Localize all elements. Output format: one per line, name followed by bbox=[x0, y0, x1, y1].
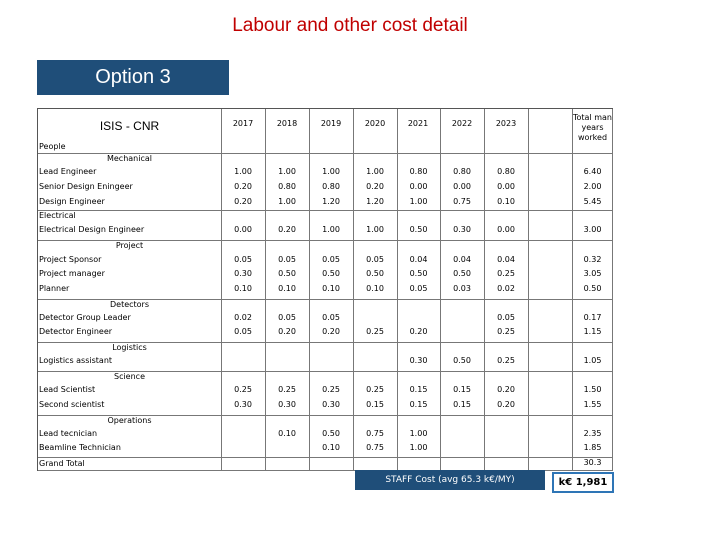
value-cell: 1.00 bbox=[278, 167, 296, 176]
row-label: Project Sponsor bbox=[39, 255, 102, 264]
value-cell: 0.20 bbox=[497, 400, 515, 409]
row-label: Lead Engineer bbox=[39, 167, 97, 176]
value-cell: 0.15 bbox=[409, 400, 428, 409]
value-cell: 0.25 bbox=[322, 385, 340, 394]
total-cell: 3.05 bbox=[583, 269, 602, 278]
value-cell: 1.20 bbox=[322, 197, 340, 206]
value-cell: 0.30 bbox=[322, 400, 340, 409]
total-cell: 1.15 bbox=[583, 327, 602, 336]
total-cell: 0.32 bbox=[583, 255, 602, 264]
value-cell: 0.15 bbox=[409, 385, 428, 394]
value-cell: 0.80 bbox=[322, 182, 340, 191]
value-cell: 0.05 bbox=[322, 255, 340, 264]
cost-table bbox=[37, 108, 613, 471]
value-cell: 0.15 bbox=[366, 400, 384, 409]
value-cell: 1.00 bbox=[234, 167, 252, 176]
row-label: Logistics assistant bbox=[39, 356, 113, 365]
section-project: Project bbox=[115, 241, 144, 250]
grand-total-value: 30.3 bbox=[583, 458, 602, 467]
value-cell: 0.20 bbox=[366, 182, 384, 191]
value-cell: 0.80 bbox=[497, 167, 515, 176]
value-cell: 0.10 bbox=[278, 284, 296, 293]
value-cell: 0.50 bbox=[409, 269, 428, 278]
value-cell: 0.05 bbox=[234, 327, 252, 336]
value-cell: 0.10 bbox=[322, 443, 340, 452]
keur-total: k€ 1,981 bbox=[552, 472, 614, 493]
value-cell: 0.05 bbox=[366, 255, 384, 264]
value-cell: 0.50 bbox=[322, 429, 340, 438]
value-cell: 0.10 bbox=[497, 197, 515, 206]
value-cell: 1.00 bbox=[366, 167, 384, 176]
year-header: 2019 bbox=[320, 119, 342, 128]
row-label: Lead Scientist bbox=[39, 385, 96, 394]
isis-header: ISIS - CNR bbox=[99, 119, 160, 133]
staff-cost: STAFF Cost (avg 65.3 k€/MY) bbox=[355, 470, 545, 490]
value-cell: 0.20 bbox=[322, 327, 340, 336]
year-header: 2023 bbox=[495, 119, 517, 128]
value-cell: 0.04 bbox=[497, 255, 515, 264]
total-cell: 2.00 bbox=[583, 182, 602, 191]
value-cell: 0.50 bbox=[453, 356, 471, 365]
row-label: Detector Group Leader bbox=[39, 313, 131, 322]
section-people: People bbox=[39, 142, 66, 151]
value-cell: 0.10 bbox=[322, 284, 340, 293]
value-cell: 0.20 bbox=[234, 182, 252, 191]
total-cell: 3.00 bbox=[583, 225, 602, 234]
value-cell: 0.30 bbox=[234, 400, 252, 409]
year-header: 2022 bbox=[451, 119, 473, 128]
value-cell: 0.05 bbox=[497, 313, 515, 322]
value-cell: 0.50 bbox=[453, 269, 471, 278]
value-cell: 0.25 bbox=[234, 385, 252, 394]
value-cell: 0.02 bbox=[497, 284, 515, 293]
value-cell: 0.00 bbox=[497, 225, 515, 234]
grand-total-label: Grand Total bbox=[39, 459, 85, 468]
value-cell: 0.04 bbox=[409, 255, 428, 264]
value-cell: 0.25 bbox=[497, 327, 515, 336]
value-cell: 0.03 bbox=[453, 284, 471, 293]
value-cell: 0.10 bbox=[366, 284, 384, 293]
row-label: Planner bbox=[39, 284, 70, 293]
value-cell: 0.50 bbox=[366, 269, 384, 278]
section-electrical: Electrical bbox=[39, 211, 76, 220]
total-header: Total man years worked bbox=[573, 113, 612, 142]
value-cell: 0.50 bbox=[409, 225, 428, 234]
total-cell: 1.55 bbox=[583, 400, 602, 409]
value-cell: 0.20 bbox=[278, 225, 296, 234]
value-cell: 0.50 bbox=[278, 269, 296, 278]
year-header: 2020 bbox=[364, 119, 386, 128]
year-header: 2017 bbox=[232, 119, 254, 128]
row-label: Design Engineer bbox=[39, 197, 105, 206]
value-cell: 0.10 bbox=[234, 284, 252, 293]
value-cell: 0.25 bbox=[366, 327, 384, 336]
page-title: Labour and other cost detail bbox=[232, 15, 468, 36]
value-cell: 1.00 bbox=[366, 225, 384, 234]
section-mechanical: Mechanical bbox=[106, 154, 152, 163]
value-cell: 0.80 bbox=[453, 167, 471, 176]
value-cell: 1.00 bbox=[409, 197, 428, 206]
value-cell: 0.80 bbox=[409, 167, 428, 176]
total-cell: 5.45 bbox=[583, 197, 602, 206]
value-cell: 0.20 bbox=[409, 327, 428, 336]
row-label: Project manager bbox=[39, 269, 105, 278]
value-cell: 0.20 bbox=[278, 327, 296, 336]
total-cell: 1.05 bbox=[583, 356, 602, 365]
value-cell: 0.05 bbox=[322, 313, 340, 322]
value-cell: 0.00 bbox=[234, 225, 252, 234]
value-cell: 0.25 bbox=[366, 385, 384, 394]
total-cell: 6.40 bbox=[583, 167, 602, 176]
value-cell: 0.25 bbox=[497, 269, 515, 278]
value-cell: 1.00 bbox=[322, 225, 340, 234]
value-cell: 0.00 bbox=[453, 182, 471, 191]
value-cell: 0.30 bbox=[278, 400, 296, 409]
section-logistics: Logistics bbox=[112, 343, 147, 352]
value-cell: 0.25 bbox=[278, 385, 296, 394]
value-cell: 1.00 bbox=[278, 197, 296, 206]
value-cell: 0.75 bbox=[366, 429, 384, 438]
value-cell: 0.15 bbox=[453, 400, 471, 409]
value-cell: 0.05 bbox=[278, 255, 296, 264]
option-banner: Option 3 bbox=[37, 60, 229, 95]
section-science: Science bbox=[113, 372, 145, 381]
value-cell: 1.00 bbox=[409, 429, 428, 438]
total-cell: 0.17 bbox=[583, 313, 602, 322]
total-cell: 1.85 bbox=[583, 443, 602, 452]
value-cell: 0.80 bbox=[278, 182, 296, 191]
value-cell: 0.00 bbox=[409, 182, 428, 191]
value-cell: 0.75 bbox=[453, 197, 471, 206]
value-cell: 0.15 bbox=[453, 385, 471, 394]
row-label: Detector Engineer bbox=[39, 327, 113, 336]
value-cell: 0.50 bbox=[322, 269, 340, 278]
section-detectors: Detectors bbox=[109, 300, 150, 309]
row-label: Electrical Design Engineer bbox=[39, 225, 145, 234]
value-cell: 0.20 bbox=[497, 385, 515, 394]
value-cell: 0.00 bbox=[497, 182, 515, 191]
year-header: 2021 bbox=[407, 119, 429, 128]
value-cell: 0.02 bbox=[234, 313, 252, 322]
row-label: Second scientist bbox=[39, 400, 105, 409]
value-cell: 0.10 bbox=[278, 429, 296, 438]
value-cell: 0.05 bbox=[234, 255, 252, 264]
total-cell: 0.50 bbox=[583, 284, 602, 293]
year-header: 2018 bbox=[276, 119, 298, 128]
value-cell: 0.05 bbox=[409, 284, 428, 293]
value-cell: 0.75 bbox=[366, 443, 384, 452]
row-label: Beamline Technician bbox=[39, 443, 121, 452]
value-cell: 0.04 bbox=[453, 255, 471, 264]
value-cell: 0.20 bbox=[234, 197, 252, 206]
value-cell: 0.30 bbox=[409, 356, 428, 365]
total-cell: 2.35 bbox=[583, 429, 602, 438]
value-cell: 1.00 bbox=[409, 443, 428, 452]
value-cell: 0.30 bbox=[453, 225, 471, 234]
section-operations: Operations bbox=[107, 416, 152, 425]
value-cell: 0.25 bbox=[497, 356, 515, 365]
value-cell: 0.30 bbox=[234, 269, 252, 278]
row-label: Lead tecnician bbox=[39, 429, 98, 438]
total-cell: 1.50 bbox=[583, 385, 602, 394]
value-cell: 1.00 bbox=[322, 167, 340, 176]
row-label: Senior Design Eningeer bbox=[39, 182, 133, 191]
value-cell: 0.05 bbox=[278, 313, 296, 322]
value-cell: 1.20 bbox=[366, 197, 384, 206]
